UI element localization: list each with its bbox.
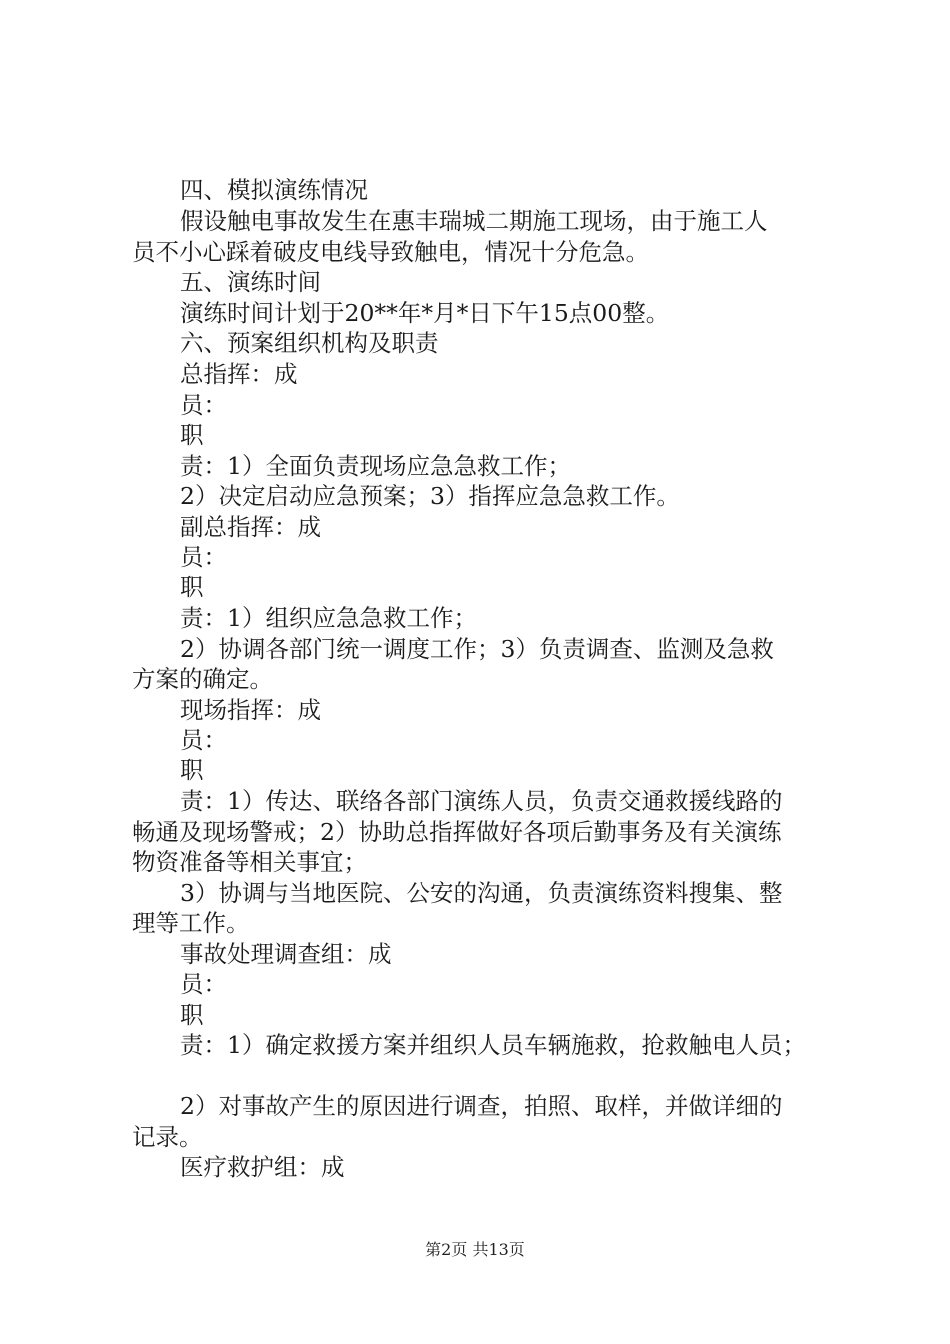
paragraph-line: 医疗救护组：成 bbox=[180, 1153, 345, 1181]
paragraph-line: 职 bbox=[180, 573, 204, 601]
paragraph-line: 2）对事故产生的原因进行调查，拍照、取样，并做详细的 bbox=[180, 1092, 783, 1120]
paragraph-line: 演练时间计划于20**年*月*日下午15点00整。 bbox=[180, 299, 670, 327]
heading-organization: 六、预案组织机构及职责 bbox=[180, 329, 439, 357]
paragraph-line: 3）协调与当地医院、公安的沟通，负责演练资料搜集、整 bbox=[180, 879, 783, 907]
paragraph-line: 事故处理调查组：成 bbox=[180, 940, 392, 968]
paragraph-line: 2）协调各部门统一调度工作；3）负责调查、监测及急救 bbox=[180, 635, 774, 663]
paragraph-line: 现场指挥：成 bbox=[180, 696, 321, 724]
paragraph-line: 2）决定启动应急预案；3）指挥应急急救工作。 bbox=[180, 482, 680, 510]
paragraph-line: 假设触电事故发生在惠丰瑞城二期施工现场，由于施工人 bbox=[180, 207, 768, 235]
paragraph-line: 员： bbox=[180, 391, 227, 419]
paragraph-line: 方案的确定。 bbox=[132, 665, 273, 693]
paragraph-line: 副总指挥：成 bbox=[180, 513, 321, 541]
paragraph-line: 责：1）传达、联络各部门演练人员，负责交通救援线路的 bbox=[180, 787, 783, 815]
paragraph-line: 员： bbox=[180, 726, 227, 754]
heading-drill-time: 五、演练时间 bbox=[180, 268, 321, 296]
paragraph-line: 职 bbox=[180, 1001, 204, 1029]
paragraph-line: 员： bbox=[180, 543, 227, 571]
paragraph-line: 畅通及现场警戒；2）协助总指挥做好各项后勤事务及有关演练 bbox=[132, 818, 782, 846]
paragraph-line: 记录。 bbox=[132, 1123, 203, 1151]
paragraph-line: 职 bbox=[180, 756, 204, 784]
paragraph-line: 责：1）确定救援方案并组织人员车辆施救，抢救触电人员； bbox=[180, 1031, 806, 1059]
paragraph-line: 责：1）组织应急急救工作； bbox=[180, 604, 477, 632]
paragraph-line: 职 bbox=[180, 421, 204, 449]
paragraph-line: 物资准备等相关事宜； bbox=[132, 848, 367, 876]
paragraph-line: 员： bbox=[180, 970, 227, 998]
paragraph-line: 员不小心踩着破皮电线导致触电，情况十分危急。 bbox=[132, 238, 649, 266]
page-number-footer: 第2页 共13页 bbox=[425, 1240, 525, 1259]
heading-drill-situation: 四、模拟演练情况 bbox=[180, 176, 368, 204]
paragraph-line: 总指挥：成 bbox=[180, 360, 298, 388]
paragraph-line: 责：1）全面负责现场应急急救工作； bbox=[180, 452, 571, 480]
paragraph-line: 理等工作。 bbox=[132, 909, 250, 937]
